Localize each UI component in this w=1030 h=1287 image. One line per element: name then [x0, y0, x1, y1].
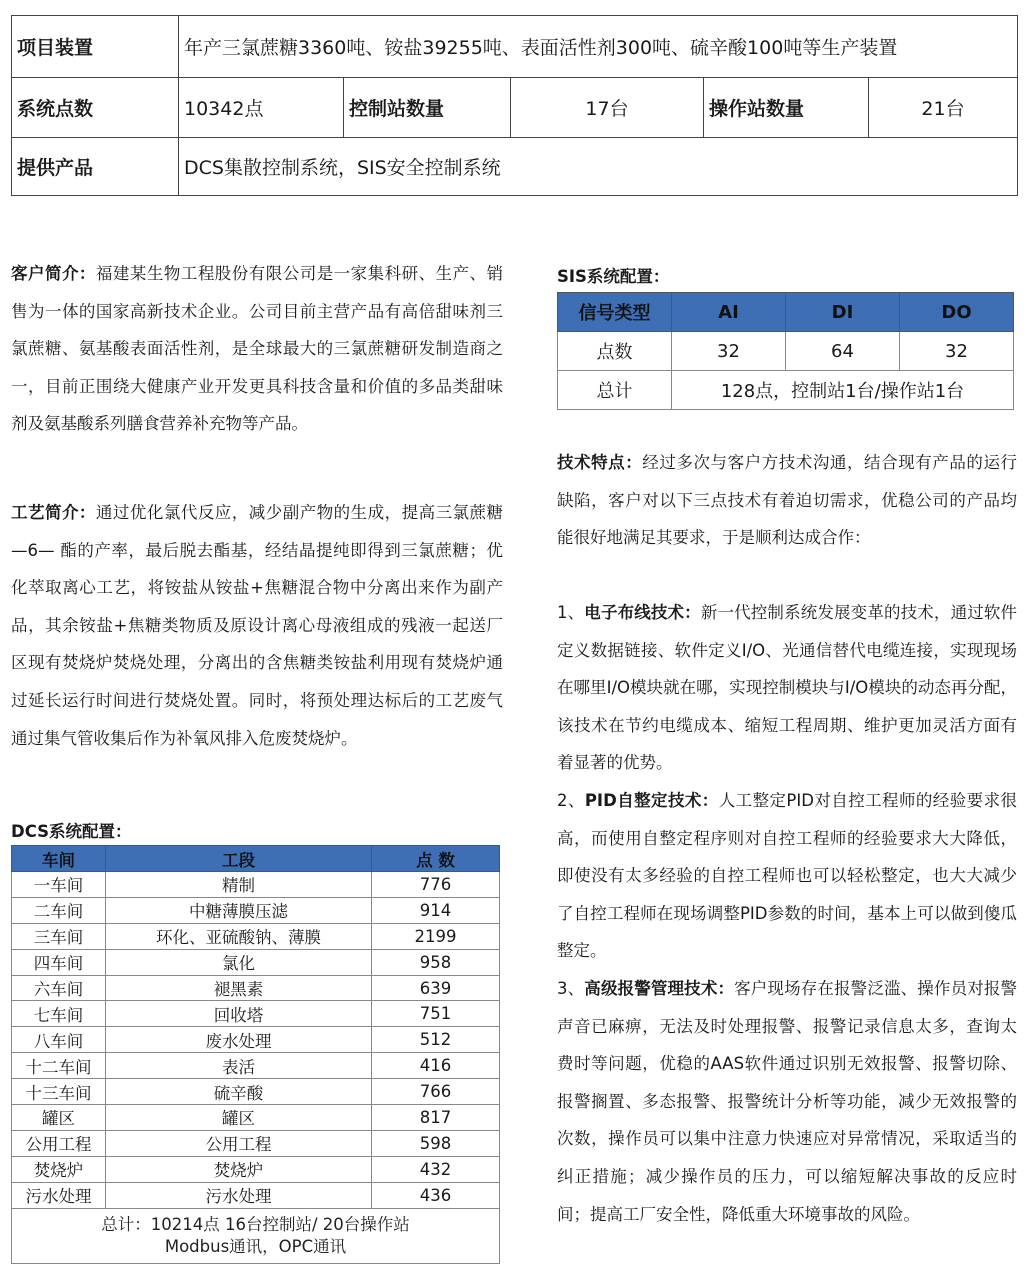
sis-header-row — [558, 293, 1014, 332]
dcs-row — [12, 1182, 500, 1208]
sis-do-value: 32 — [900, 332, 1014, 371]
dcs-cell-section: 中糖薄膜压滤 — [106, 897, 372, 923]
dcs-cell-section: 焚烧炉 — [106, 1156, 372, 1182]
dcs-row — [12, 897, 500, 923]
dcs-cell-section: 表活 — [106, 1053, 372, 1079]
sis-header-di: DI — [786, 293, 900, 332]
dcs-cell-points: 2199 — [372, 923, 500, 949]
dcs-row — [12, 975, 500, 1001]
dcs-header-row — [12, 846, 500, 872]
dcs-cell-section: 环化、亚硫酸钠、薄膜 — [106, 923, 372, 949]
sis-di-value: 64 — [786, 332, 900, 371]
dcs-cell-points: 914 — [372, 897, 500, 923]
project-value: 年产三氯蔗糖3360吨、铵盐39255吨、表面活性剂300吨、硫辛酸100吨等生产装置 — [179, 16, 1018, 78]
sis-points-label: 点数 — [558, 332, 672, 371]
products-row — [12, 138, 1018, 196]
dcs-cell-workshop: 十二车间 — [12, 1053, 106, 1079]
dcs-header-section: 工段 — [106, 846, 372, 872]
tech-label: 技术特点： — [557, 453, 643, 472]
dcs-total-line1: 总计：10214点 16台控制站/ 20台操作站 — [101, 1214, 410, 1234]
tech-item-1-title: 电子布线技术： — [584, 603, 701, 622]
dcs-cell-points: 432 — [372, 1156, 500, 1182]
sis-header-do: DO — [900, 293, 1014, 332]
sis-points-row — [558, 332, 1014, 371]
operators-label: 操作站数量 — [704, 78, 869, 138]
points-row — [12, 78, 1018, 138]
stations-value: 17台 — [511, 78, 704, 138]
dcs-cell-section: 罐区 — [106, 1105, 372, 1131]
products-value: DCS集散控制系统，SIS安全控制系统 — [179, 138, 1018, 196]
sis-total-label: 总计 — [558, 371, 672, 410]
dcs-cell-section: 污水处理 — [106, 1182, 372, 1208]
tech-item-2 — [557, 782, 1017, 970]
dcs-row — [12, 1105, 500, 1131]
dcs-row — [12, 1001, 500, 1027]
dcs-table — [11, 845, 500, 1264]
project-label: 项目装置 — [12, 16, 179, 78]
dcs-cell-points: 512 — [372, 1027, 500, 1053]
customer-intro — [11, 255, 503, 443]
tech-item-1 — [557, 594, 1017, 782]
tech-item-1-text: 新一代控制系统发展变革的技术，通过软件定义数据链接、软件定义I/O、光通信替代电缆连接，实现现场在哪里I/O模块就在哪，实现控制模块与I/O模块的动态再分配，该技术在节约电缆成本、缩短工程周期、维护更加灵活方面有着显著的优势。 — [557, 603, 1018, 773]
dcs-cell-section: 氯化 — [106, 949, 372, 975]
tech-item-2-text: 人工整定PID对自控工程师的经验要求很高，而使用自整定程序则对自控工程师的经验要求大大降低，即使没有太多经验的自控工程师也可以轻松整定，也大大减少了自控工程师在现场调整PID参数的时间，基本上可以做到傻瓜整定。 — [557, 791, 1017, 961]
tech-item-3 — [557, 970, 1017, 1233]
dcs-cell-workshop: 焚烧炉 — [12, 1156, 106, 1182]
stations-label: 控制站数量 — [344, 78, 511, 138]
dcs-title: DCS系统配置： — [11, 822, 132, 841]
dcs-row — [12, 1130, 500, 1156]
dcs-body — [12, 872, 500, 1209]
dcs-cell-points: 958 — [372, 949, 500, 975]
dcs-total — [12, 1208, 500, 1263]
dcs-cell-workshop: 六车间 — [12, 975, 106, 1001]
dcs-cell-workshop: 罐区 — [12, 1105, 106, 1131]
dcs-row — [12, 1079, 500, 1105]
dcs-total-line2: Modbus通讯，OPC通讯 — [164, 1236, 347, 1256]
dcs-row — [12, 1156, 500, 1182]
tech-item-2-title: PID自整定技术： — [584, 791, 719, 810]
dcs-cell-points: 416 — [372, 1053, 500, 1079]
tech-item-3-text: 客户现场存在报警泛滥、操作员对报警声音已麻痹，无法及时处理报警、报警记录信息太多，查询太费时等问题，优稳的AAS软件通过识别无效报警、报警切除、报警搁置、多态报警、报警统计分析等功能，减少无效报警的次数，操作员可以集中注意力快速应对异常情况，采取适当的纠正措施；减少操作员的压力，可以缩短解决事故的反应时间；提高工厂安全性，降低重大环境事故的风险。 — [557, 979, 1018, 1224]
dcs-cell-workshop: 三车间 — [12, 923, 106, 949]
process-intro — [11, 494, 503, 757]
dcs-cell-workshop: 七车间 — [12, 1001, 106, 1027]
dcs-cell-workshop: 污水处理 — [12, 1182, 106, 1208]
dcs-header-points: 点 数 — [372, 846, 500, 872]
dcs-cell-workshop: 二车间 — [12, 897, 106, 923]
dcs-row — [12, 1027, 500, 1053]
sis-header-type: 信号类型 — [558, 293, 672, 332]
dcs-cell-workshop: 四车间 — [12, 949, 106, 975]
dcs-cell-points: 751 — [372, 1001, 500, 1027]
tech-item-2-num: 2、 — [557, 791, 585, 810]
sis-total-row — [558, 371, 1014, 410]
dcs-row — [12, 923, 500, 949]
products-label: 提供产品 — [12, 138, 179, 196]
dcs-cell-points: 639 — [372, 975, 500, 1001]
tech-intro — [557, 444, 1017, 557]
dcs-cell-points: 817 — [372, 1105, 500, 1131]
sis-total-value: 128点，控制站1台/操作站1台 — [672, 371, 1014, 410]
project-row — [12, 16, 1018, 78]
dcs-cell-workshop: 十三车间 — [12, 1079, 106, 1105]
dcs-cell-section: 精制 — [106, 872, 372, 898]
dcs-cell-points: 436 — [372, 1182, 500, 1208]
dcs-cell-section: 废水处理 — [106, 1027, 372, 1053]
tech-item-1-num: 1、 — [557, 603, 585, 622]
dcs-row — [12, 872, 500, 898]
dcs-cell-section: 硫辛酸 — [106, 1079, 372, 1105]
dcs-total-row — [12, 1208, 500, 1263]
dcs-row — [12, 949, 500, 975]
project-info-table — [11, 15, 1018, 196]
points-label: 系统点数 — [12, 78, 179, 138]
sis-title: SIS系统配置： — [557, 267, 670, 286]
dcs-cell-section: 公用工程 — [106, 1130, 372, 1156]
tech-intro-text: 经过多次与客户方技术沟通，结合现有产品的运行缺陷，客户对以下三点技术有着迫切需求，优稳公司的产品均能很好地满足其要求，于是顺利达成合作： — [557, 453, 1018, 548]
tech-item-3-num: 3、 — [557, 979, 585, 998]
tech-item-3-title: 高级报警管理技术： — [584, 979, 735, 998]
points-value: 10342点 — [179, 78, 344, 138]
customer-text: 福建某生物工程股份有限公司是一家集科研、生产、销售为一体的国家高新技术企业。公司目前主营产品有高倍甜味剂三氯蔗糖、氨基酸表面活性剂，是全球最大的三氯蔗糖研发制造商之一，目前正围绕大健康产业开发更具科技含量和价值的多品类甜味剂及氨基酸系列膳食营养补充物等产品。 — [11, 264, 504, 434]
process-text: 通过优化氯代反应，减少副产物的生成，提高三氯蔗糖—6— 酯的产率，最后脱去酯基，经结晶提纯即得到三氯蔗糖；优化萃取离心工艺，将铵盐从铵盐+焦糖混合物中分离出来作为副产品，其余铵盐+焦糖类物质及原设计离心母液组成的残液一起送厂区现有焚烧炉焚烧处理，分离出的含焦糖类铵盐利用现有焚烧炉通过延长运行时间进行焚烧处置。同时，将预处理达标后的工艺废气通过集气管收集后作为补氧风排入危废焚烧炉。 — [11, 503, 504, 748]
dcs-cell-section: 回收塔 — [106, 1001, 372, 1027]
dcs-cell-section: 褪黑素 — [106, 975, 372, 1001]
sis-ai-value: 32 — [672, 332, 786, 371]
dcs-header-workshop: 车间 — [12, 846, 106, 872]
dcs-cell-workshop: 八车间 — [12, 1027, 106, 1053]
dcs-cell-points: 776 — [372, 872, 500, 898]
dcs-cell-points: 598 — [372, 1130, 500, 1156]
dcs-cell-workshop: 公用工程 — [12, 1130, 106, 1156]
process-label: 工艺简介： — [11, 503, 96, 522]
dcs-cell-points: 766 — [372, 1079, 500, 1105]
operators-value: 21台 — [869, 78, 1018, 138]
sis-header-ai: AI — [672, 293, 786, 332]
dcs-row — [12, 1053, 500, 1079]
customer-label: 客户简介： — [11, 264, 96, 283]
dcs-cell-workshop: 一车间 — [12, 872, 106, 898]
sis-table — [557, 292, 1014, 410]
